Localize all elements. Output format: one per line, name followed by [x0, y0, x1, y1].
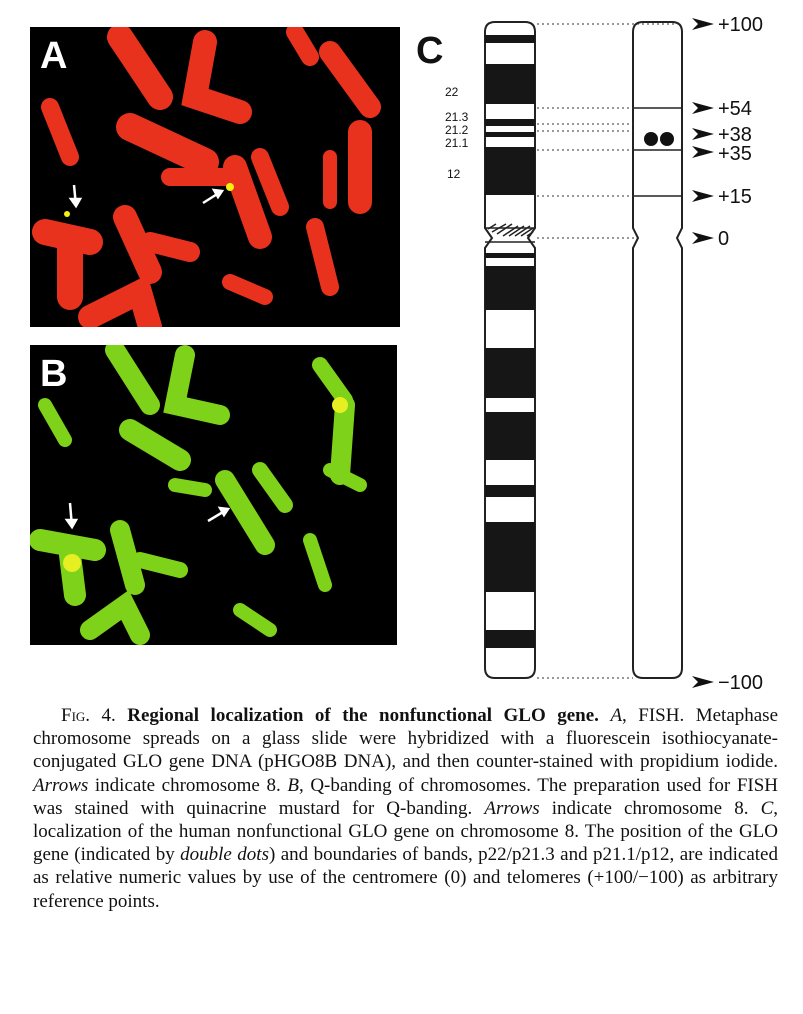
caption-text: C: [760, 797, 774, 819]
caption-text: , FISH. Metaphase chromosome spreads on a glass slide were hybridized with a fluorescein isothiocyanate-conjugated GLO gene DNA (pHGO8B DNA), and then counter-stained with propidium iodide.: [33, 705, 779, 773]
gene-dot: [644, 132, 658, 146]
caption-title: Regional localization of the nonfunctional GLO gene.: [127, 705, 599, 726]
arrowheads: [692, 18, 714, 688]
position-label: −100: [718, 672, 764, 694]
caption-text: , Q-banding of chromosomes. The preparation used for FISH was stained with quinacrine mustard for Q-banding.: [33, 774, 778, 819]
panel-b-label: B: [40, 353, 68, 395]
caption-text: double dots: [180, 844, 269, 866]
caption-text: , localization of the human nonfunctional GLO gene on chromosome 8. The position of the GLO gene (indicated by: [33, 797, 778, 866]
band-label: 21.3: [445, 110, 469, 124]
banded-chromosome: [485, 22, 535, 678]
caption-text: Arrows: [33, 774, 89, 796]
caption-text: ) and boundaries of bands, p22/p21.3 and p21.1/p12, are indicated as relative numeric values by use of the centromere (0) and telomeres (+100/−100) as arbitrary reference points.: [33, 844, 778, 912]
caption-text: indicate chromosome 8.: [88, 774, 288, 796]
caption-text: B: [287, 774, 299, 796]
gene-dot: [660, 132, 674, 146]
outline-chromosome: [633, 22, 682, 678]
position-label: +54: [718, 98, 752, 120]
band-label: 21.2: [445, 123, 469, 137]
position-label: +15: [718, 186, 752, 208]
position-label: +38: [718, 124, 752, 146]
position-label: +100: [718, 14, 764, 36]
band-label: 22: [445, 85, 459, 99]
position-label: +35: [718, 143, 752, 165]
caption-text: A: [610, 705, 623, 726]
band-label: 21.1: [445, 136, 469, 150]
band-label: 12: [447, 167, 461, 181]
caption-text: indicate chromosome 8.: [539, 797, 761, 819]
position-label: 0: [718, 228, 730, 250]
figure-caption: [33, 704, 778, 913]
panel-c-label: C: [416, 30, 444, 72]
caption-text: Arrows: [484, 797, 540, 819]
panel-a-label: A: [40, 35, 68, 77]
figure-label: Fig. 4.: [61, 705, 116, 726]
